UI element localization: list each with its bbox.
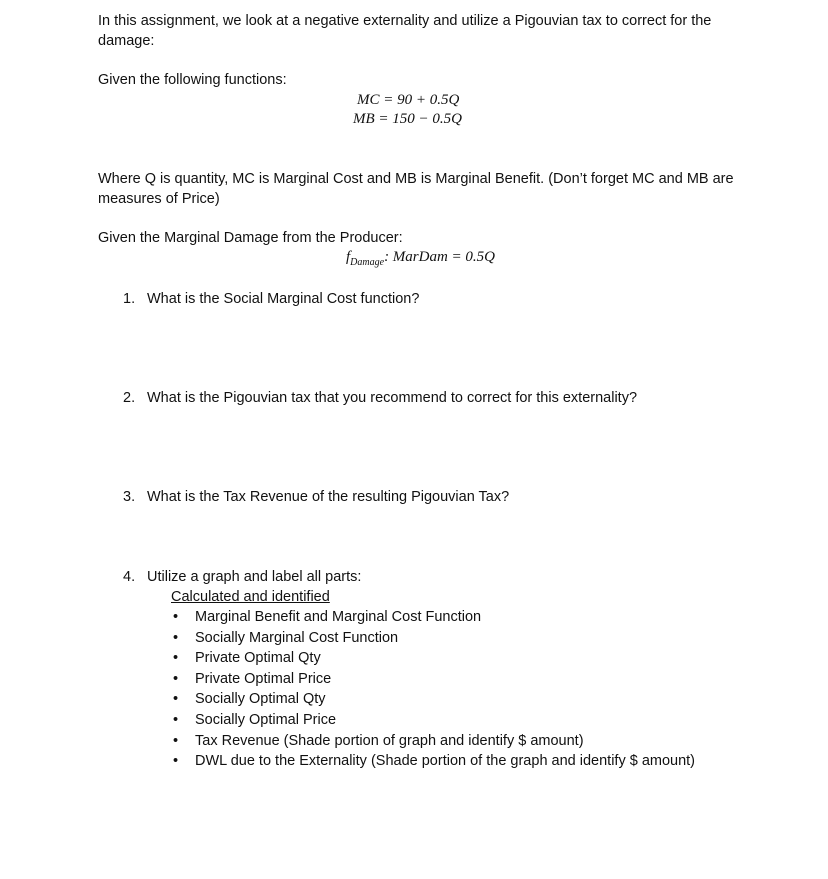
list-item-text: Private Optimal Price (195, 670, 332, 687)
marginal-damage-label: Given the Marginal Damage from the Producer: (98, 230, 403, 246)
mb-equation (353, 109, 462, 129)
bullet-icon: • (173, 732, 179, 749)
question-text: Utilize a graph and label all parts: (147, 569, 362, 585)
question-text: What is the Tax Revenue of the resulting Pigouvian Tax? (147, 489, 510, 505)
list-item (171, 648, 695, 669)
list-item (171, 628, 695, 649)
question-1 (123, 289, 419, 309)
mc-equation-text: MC = 90 + 0.5Q (357, 92, 460, 108)
list-item (171, 751, 695, 772)
list-item-text: Marginal Benefit and Marginal Cost Function (195, 609, 482, 625)
question-number: 4. (123, 569, 136, 585)
mc-equation (357, 90, 459, 110)
requirements-list (171, 607, 695, 772)
list-item (171, 607, 695, 628)
list-item (171, 731, 695, 752)
list-item-text: Private Optimal Qty (195, 650, 321, 667)
question-text: What is the Pigouvian tax that you recommend to correct for this externality? (147, 390, 638, 406)
list-item (171, 669, 695, 690)
given-functions-label: Given the following functions: (98, 72, 287, 88)
list-item-text: Socially Marginal Cost Function (195, 629, 399, 646)
bullet-icon: • (173, 691, 179, 708)
question-4 (123, 567, 361, 587)
bullet-icon: • (173, 711, 179, 728)
damage-subscript: Damage (350, 257, 385, 268)
question-2 (123, 388, 637, 408)
damage-rest: : MarDam = 0.5Q (384, 249, 496, 265)
question-number: 2. (123, 390, 136, 406)
list-item-text: Tax Revenue (Shade portion of graph and identify $ amount) (195, 732, 584, 749)
bullet-icon: • (173, 629, 179, 646)
list-item (171, 689, 695, 710)
question-text: What is the Social Marginal Cost function? (147, 291, 420, 307)
bullet-icon: • (173, 609, 179, 625)
list-item (171, 710, 695, 731)
question-3 (123, 487, 509, 507)
damage-equation (346, 247, 495, 273)
bullet-icon: • (173, 753, 179, 770)
where-paragraph: Where Q is quantity, MC is Marginal Cost and MB is Marginal Benefit. (Don’t forget MC and MB are measures of Price) (98, 171, 734, 207)
calculated-identified-label: Calculated and identified (171, 589, 330, 605)
question-number: 1. (123, 291, 136, 307)
list-item-text: Socially Optimal Qty (195, 691, 326, 708)
damage-f: f (346, 249, 351, 265)
bullet-icon: • (173, 650, 179, 667)
intro-paragraph: In this assignment, we look at a negative externality and utilize a Pigouvian tax to correct for the damage: (98, 13, 712, 49)
mb-equation-text: MB = 150 − 0.5Q (353, 111, 462, 127)
question-number: 3. (123, 489, 136, 505)
list-item-text: DWL due to the Externality (Shade portion of the graph and identify $ amount) (195, 753, 696, 770)
bullet-icon: • (173, 670, 179, 687)
list-item-text: Socially Optimal Price (195, 711, 337, 728)
